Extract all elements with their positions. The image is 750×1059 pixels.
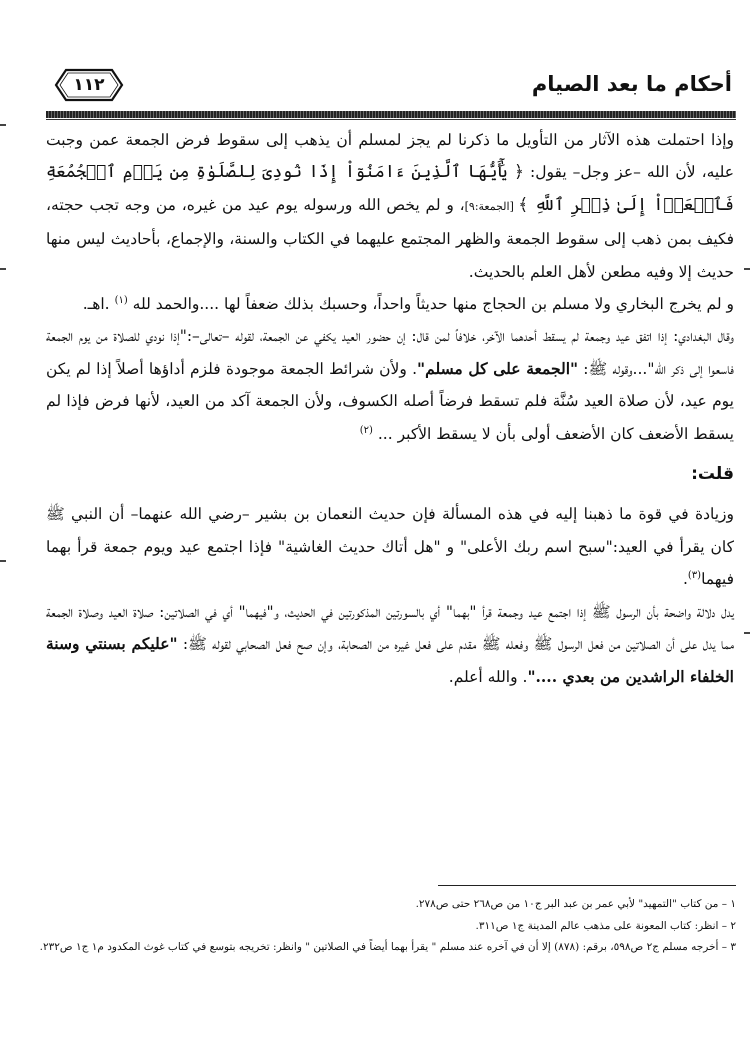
paragraph-5 [46,596,734,693]
paragraph-5-intro: يدل دلالة واضحة بأن الرسول ﷺ إذا اجتمع عيد وجمعة قرأ "بهما" أي بالسورتين المذكورتين في الحديث، و"فيهما" أي في الصلاتين: صلاة العيد وصلاة الجمعة مما يدل على أن الصلاتين من فعل الرسول ﷺ وفعله ﷺ مقدم على فعل غيره من الصحابة، وإن صح فعل الصحابي لقوله ﷺ: [46,602,734,654]
paragraph-4-end: . [682,570,688,589]
hadith-quote-2: "عليكم بسنتي وسنة الخلفاء الراشدين من بعدي ...." [46,634,734,686]
footnote-ref-2: (٢) [359,424,373,436]
paragraph-1 [46,124,734,288]
footnote-2: ٢ – انظر: كتاب المعونة على مذهب عالم المدينة ج١ ص٣١١. [475,919,736,932]
paragraph-5-end: . والله أعلم. [448,667,528,686]
hadith-quote-1: "الجمعة على كل مسلم" [417,358,579,378]
paragraph-2 [46,288,734,320]
verse-reference: [الجمعة:٩] [464,199,519,213]
footnote-ref-3: (٣) [687,570,702,582]
quran-verse: ﴿ يَٰٓأَيُّهَا ٱلَّذِينَ ءَامَنُوٓاْ إِذَا نُودِىَ لِلصَّلَوٰةِ مِن يَوۡمِ ٱلۡجُمُعَةِ فَٱسۡعَوۡاْ إِلَىٰ ذِكۡرِ ٱللَّهِ ﴾ [46,162,734,215]
scan-margin-mark [0,124,6,126]
book-title: أحكام ما بعد الصيام [531,72,732,96]
scan-margin-mark [744,632,750,634]
paragraph-3-intro: وقال البغدادي: إذا اتفق عيد وجمعة لم يسقط أحدهما الآخر، خلافاً لمن قال: إن حضور العيد يكفي عن الجمعة، لقوله –تعالى–:"إذا نودي للصلاة من يوم الجمعة فاسعوا إلى ذكر الله"...وقوله ﷺ: [46,327,734,378]
scan-margin-mark [744,268,750,270]
paragraph-4-text: وزيادة في قوة ما ذهبنا إليه في هذه المسألة فإن حديث النعمان بن بشير –رضي الله عنهما– أن النبي ﷺ كان يقرأ في العيد:"سبح اسم ربك الأعلى" و "هل أتاك حديث الغاشية" فإذا اجتمع عيد ويوم جمعة قرأ بهما فيهما [46,505,734,589]
section-heading: قلت: [691,464,734,485]
footnote-separator [438,885,736,886]
scan-margin-mark [0,268,6,270]
header-rule [46,111,736,118]
footnote-1: ١ – من كتاب "التمهيد" لأبي عمر بن عبد البر ج١٠ من ص٢٦٨ حتى ص٢٧٨. [415,898,736,910]
paragraph-4 [46,498,734,595]
paragraph-2-end: .اهـ. [82,295,110,314]
page-header [46,66,736,108]
paragraph-3 [46,320,734,450]
paragraph-3-rest: . ولأن شرائط الجمعة موجودة فلزم أداؤها أصلاً إذا لم يكن يوم عيد، لأن صلاة العيد سُنَّة فلم تسقط فرضاً أصله الكسوف، ولأن الجمعة آكد من العيد، لأنها فرض فإذا لم يسقط الأضعف كان الأضعف أولى بأن لا يسقط الأكبر ... [46,359,734,443]
paragraph-2-text: و لم يخرج البخاري ولا مسلم بن الحجاج منها حديثاً واحداً، وحسبك بذلك ضعفاً لها ....والحمد لله [127,295,734,314]
main-text [46,124,734,693]
page-number-badge [54,68,124,102]
footnote-ref-1: (١) [114,294,128,306]
footnote-3: ٣ – أخرجه مسلم ج٢ ص٥٩٨، برقم: (٨٧٨) إلا أن في آخره عند مسلم " يقرأ بهما أيضاً في الصلاتين " وانظر: تخريجه بتوسع في كتاب غوث المكدود م١ ج١ ص٢٣٢. [39,941,736,953]
scan-margin-mark [0,560,6,562]
paragraph-1-intro: وإذا احتملت هذه الآثار من التأويل ما ذكرنا لم يجز لمسلم أن يذهب إلى سقوط فرض الجمعة عمن وجبت عليه، لأن الله –عز وجل– يقول: [46,131,734,182]
page-number: ١١٢ [73,75,105,95]
footnotes [39,894,736,959]
header-rule-thin [46,119,736,120]
paragraph-1-rest: ، و لم يخص الله ورسوله يوم عيد من غيره، من وجه تجب حجته، فكيف بمن ذهب إلى سقوط الجمعة والظهر المجتمع عليهما في الكتاب والسنة، والإجماع، بأحاديث ليس منها حديث إلا وفيه مطعن لأهل العلم بالحديث. [46,195,734,281]
